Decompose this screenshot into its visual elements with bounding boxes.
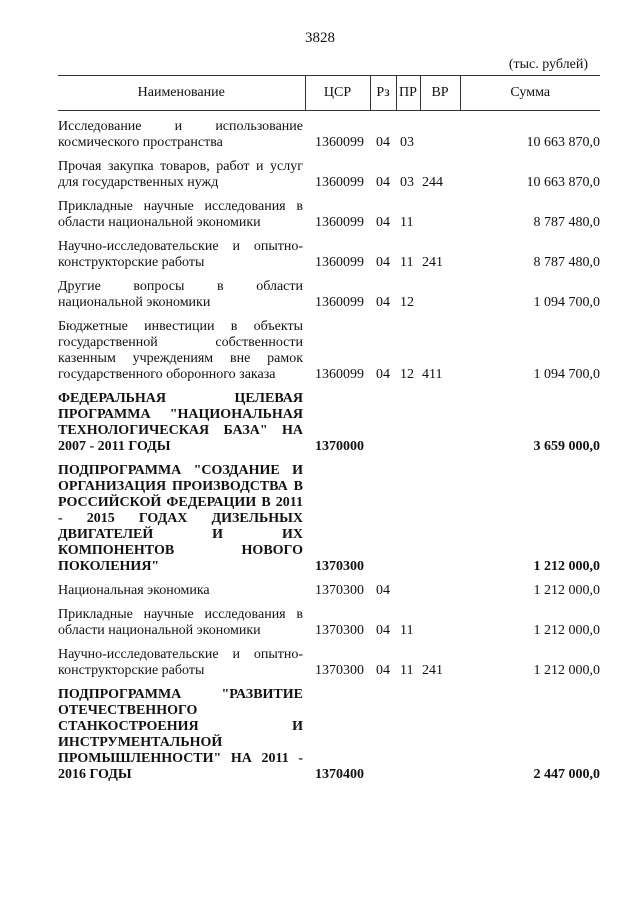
table-row	[58, 231, 600, 271]
table-row	[58, 575, 600, 599]
header-csr: ЦСР	[305, 76, 370, 111]
cell-csr: 1360099	[315, 255, 364, 270]
table-row	[58, 679, 600, 783]
cell-sum: 1 212 000,0	[533, 623, 600, 638]
table-row	[58, 455, 600, 575]
cell-sum: 2 447 000,0	[533, 767, 600, 782]
cell-name: Исследование и использование космического пространства	[58, 119, 303, 150]
table-row	[58, 271, 600, 311]
cell-name: ПОДПРОГРАММА "РАЗВИТИЕ ОТЕЧЕСТВЕННОГО СТАНКОСТРОЕНИЯ И ИНСТРУМЕНТАЛЬНОЙ ПРОМЫШЛЕННОСТИ" НА 2011 - 2016 ГОДЫ	[58, 687, 303, 782]
cell-pr: 11	[400, 663, 414, 678]
cell-rz: 04	[376, 215, 390, 230]
table-row	[58, 383, 600, 455]
cell-name: Другие вопросы в области национальной экономики	[58, 279, 303, 310]
cell-rz	[370, 679, 396, 783]
cell-csr: 1360099	[315, 295, 364, 310]
cell-name: Прочая закупка товаров, работ и услуг для государственных нужд	[58, 159, 303, 190]
cell-sum: 8 787 480,0	[533, 255, 600, 270]
cell-name: Бюджетные инвестиции в объекты государственной собственности казенным учреждениям вне рамок государственного оборонного заказа	[58, 319, 303, 382]
table-row	[58, 191, 600, 231]
cell-rz: 04	[376, 367, 390, 382]
cell-vr	[420, 679, 460, 783]
cell-vr: 241	[422, 255, 443, 270]
cell-rz: 04	[376, 175, 390, 190]
cell-csr: 1370000	[315, 439, 364, 454]
cell-vr	[420, 271, 460, 311]
cell-vr	[420, 383, 460, 455]
cell-rz	[370, 455, 396, 575]
cell-vr	[420, 191, 460, 231]
cell-csr: 1360099	[315, 135, 364, 150]
cell-csr: 1370300	[315, 623, 364, 638]
cell-csr: 1370300	[315, 559, 364, 574]
cell-pr	[396, 575, 420, 599]
page-number: 3828	[305, 30, 335, 46]
cell-vr: 411	[422, 367, 443, 382]
table-row	[58, 599, 600, 639]
cell-sum: 1 212 000,0	[533, 663, 600, 678]
cell-pr: 11	[400, 255, 414, 270]
cell-sum: 1 212 000,0	[533, 583, 600, 598]
table-row	[58, 151, 600, 191]
cell-rz: 04	[376, 623, 390, 638]
cell-rz: 04	[376, 583, 390, 598]
cell-name: Научно-исследовательские и опытно-конструкторские работы	[58, 239, 303, 270]
table-row	[58, 311, 600, 383]
cell-rz: 04	[376, 295, 390, 310]
cell-vr: 244	[422, 175, 443, 190]
cell-sum: 3 659 000,0	[533, 439, 600, 454]
cell-rz: 04	[376, 135, 390, 150]
cell-pr	[396, 383, 420, 455]
cell-sum: 8 787 480,0	[533, 215, 600, 230]
cell-pr: 12	[400, 367, 414, 382]
cell-pr	[396, 679, 420, 783]
cell-csr: 1370300	[315, 663, 364, 678]
cell-vr: 241	[422, 663, 443, 678]
cell-pr: 03	[400, 135, 414, 150]
cell-csr: 1370300	[315, 583, 364, 598]
cell-csr: 1360099	[315, 175, 364, 190]
cell-name: ФЕДЕРАЛЬНАЯ ЦЕЛЕВАЯ ПРОГРАММА "НАЦИОНАЛЬНАЯ ТЕХНОЛОГИЧЕСКАЯ БАЗА" НА 2007 - 2011 ГОДЫ	[58, 391, 303, 454]
budget-table	[58, 75, 600, 783]
cell-sum: 1 094 700,0	[533, 367, 600, 382]
cell-name: Прикладные научные исследования в области национальной экономики	[58, 199, 303, 230]
table-row	[58, 639, 600, 679]
header-vr: ВР	[420, 76, 460, 111]
cell-pr: 11	[400, 623, 414, 638]
cell-sum: 10 663 870,0	[526, 175, 600, 190]
cell-vr	[420, 575, 460, 599]
cell-rz	[370, 383, 396, 455]
header-sum: Сумма	[460, 76, 600, 111]
cell-sum: 10 663 870,0	[526, 135, 600, 150]
cell-name: Прикладные научные исследования в области национальной экономики	[58, 607, 303, 638]
header-name: Наименование	[58, 76, 305, 111]
table-header	[58, 76, 600, 111]
cell-pr: 12	[400, 295, 414, 310]
cell-name: ПОДПРОГРАММА "СОЗДАНИЕ И ОРГАНИЗАЦИЯ ПРОИЗВОДСТВА В РОССИЙСКОЙ ФЕДЕРАЦИИ В 2011 - 2015 ГОДАХ ДИЗЕЛЬНЫХ ДВИГАТЕЛЕЙ И ИХ КОМПОНЕНТОВ НОВОГО ПОКОЛЕНИЯ"	[58, 463, 303, 574]
cell-pr: 11	[400, 215, 414, 230]
cell-csr: 1360099	[315, 215, 364, 230]
cell-pr	[396, 455, 420, 575]
cell-sum: 1 212 000,0	[533, 559, 600, 574]
cell-pr: 03	[400, 175, 414, 190]
cell-csr: 1370400	[315, 767, 364, 782]
units-label: (тыс. рублей)	[508, 57, 588, 72]
cell-vr	[420, 599, 460, 639]
cell-vr	[420, 455, 460, 575]
cell-rz: 04	[376, 255, 390, 270]
cell-rz: 04	[376, 663, 390, 678]
cell-csr: 1360099	[315, 367, 364, 382]
cell-vr	[420, 111, 460, 152]
cell-sum: 1 094 700,0	[533, 295, 600, 310]
table-row	[58, 111, 600, 152]
cell-name: Национальная экономика	[58, 583, 210, 598]
cell-name: Научно-исследовательские и опытно-конструкторские работы	[58, 647, 303, 678]
header-pr: ПР	[396, 76, 420, 111]
header-rz: Рз	[370, 76, 396, 111]
